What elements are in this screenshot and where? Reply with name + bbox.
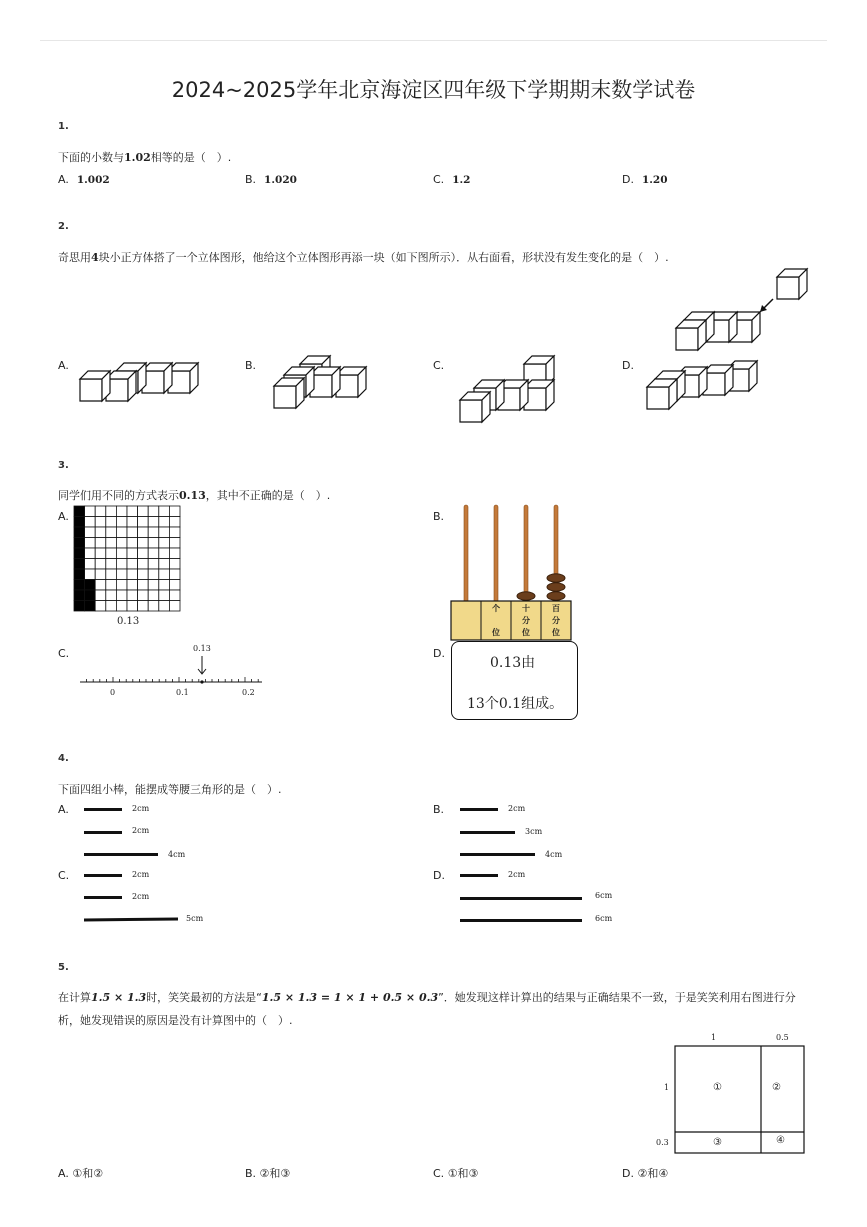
stick-length: 6cm (595, 914, 613, 923)
stick-length: 2cm (132, 826, 150, 835)
stem-expression: 1.5 × 1.3 (91, 991, 147, 1004)
numberline-tick-label: 0.2 (242, 688, 255, 697)
abacus-label-hundredths: 分 (552, 615, 560, 625)
card-line-2: 13个0.1组成。 (467, 696, 564, 712)
q4-option-d[interactable]: D. (433, 869, 445, 882)
grid-cell (148, 601, 159, 612)
grid-cell-shaded (74, 590, 85, 601)
stick-length: 5cm (186, 914, 204, 923)
grid-cell (169, 548, 180, 559)
figure-region-4: ④ (776, 1135, 785, 1146)
stem-text: 时，笑笑最初的方法是“ (146, 991, 262, 1004)
q3-option-c[interactable]: C. (58, 647, 70, 660)
grid-cell (138, 527, 149, 538)
grid-cell (138, 580, 149, 591)
grid-cell (138, 601, 149, 612)
q5-option-d[interactable] (622, 1165, 668, 1181)
grid-cell (127, 506, 138, 517)
grid-cell (148, 527, 159, 538)
numberline-tick-label: 0 (110, 688, 116, 697)
option-value: 1.002 (76, 174, 110, 186)
grid-cell (116, 548, 127, 559)
option-text: ①和② (72, 1167, 104, 1180)
grid-cell (95, 559, 106, 570)
stick (84, 853, 158, 856)
grid-cell (127, 517, 138, 528)
option-letter: D. (622, 173, 634, 186)
q2-option-d-figure[interactable] (643, 355, 763, 415)
grid-cell (138, 506, 149, 517)
figure-region-3: ③ (713, 1137, 722, 1148)
stem-text: 相等的是（ ）. (150, 151, 232, 164)
question-3-stem (58, 487, 330, 503)
option-value: 1.20 (641, 174, 668, 186)
option-text: ②和④ (637, 1167, 669, 1180)
stick (84, 831, 122, 834)
bead (547, 583, 565, 591)
grid-cell (148, 517, 159, 528)
grid-cell (95, 569, 106, 580)
grid-cell (169, 601, 180, 612)
option-text: ①和③ (447, 1167, 479, 1180)
grid-cell (116, 517, 127, 528)
option-value: 1.020 (264, 174, 297, 186)
q1-option-c[interactable] (433, 173, 470, 186)
grid-cell (127, 527, 138, 538)
q4-option-b[interactable]: B. (433, 803, 445, 816)
page-title: 2024~2025学年北京海淀区四年级下学期期末数学试卷 (171, 78, 696, 102)
stem-text: 在计算 (58, 991, 91, 1004)
grid-cell (159, 601, 170, 612)
question-4-stem: 下面四组小棒，能摆成等腰三角形的是（ ）. (58, 783, 282, 796)
grid-cell-shaded (74, 601, 85, 612)
grid-cell (127, 580, 138, 591)
q1-option-b[interactable] (245, 173, 297, 186)
figure-top-label: 0.5 (776, 1033, 789, 1042)
grid-cell (148, 538, 159, 549)
figure-top-label: 1 (711, 1033, 717, 1042)
grid-cell-shaded (74, 559, 85, 570)
grid-cell-shaded (85, 601, 96, 612)
grid-cell (138, 569, 149, 580)
grid-cell (148, 548, 159, 559)
q2-option-a[interactable]: A. (58, 359, 69, 372)
stick (460, 831, 515, 834)
q5-area-model-figure[interactable] (674, 1045, 806, 1155)
stem-text: ，其中不正确的是（ ）. (205, 489, 331, 502)
grid-cell (169, 569, 180, 580)
question-5-number: 5. (58, 962, 69, 973)
stick-length: 6cm (595, 891, 613, 900)
abacus-label-ones: 位 (492, 627, 500, 637)
bead (547, 592, 565, 600)
abacus-label-hundredths: 百 (552, 603, 560, 613)
grid-cell (138, 538, 149, 549)
option-letter: A. (58, 1167, 69, 1180)
stem-number: 1.02 (124, 151, 151, 164)
grid-cell (159, 506, 170, 517)
grid-cell (159, 538, 170, 549)
stick (460, 874, 498, 877)
abacus-label-ones: 个 (492, 603, 500, 613)
abacus-label-hundredths: 位 (552, 627, 560, 637)
grid-cell (116, 569, 127, 580)
q3-grid-label: 0.13 (117, 616, 140, 627)
grid-cell (95, 506, 106, 517)
grid-cell (169, 517, 180, 528)
option-letter: A. (58, 173, 69, 186)
numberline-arrow-label: 0.13 (193, 644, 211, 653)
stick (460, 897, 582, 900)
q4-option-c[interactable]: C. (58, 869, 70, 882)
grid-cell (85, 548, 96, 559)
grid-cell (116, 601, 127, 612)
grid-cell (159, 517, 170, 528)
grid-cell-shaded (74, 569, 85, 580)
bead (547, 574, 565, 582)
q3-option-d[interactable]: D. (433, 647, 445, 660)
option-letter: D. (622, 1167, 634, 1180)
grid-cell (116, 580, 127, 591)
stick-length: 2cm (508, 804, 526, 813)
grid-cell (127, 569, 138, 580)
numberline-tick-label: 0.1 (176, 688, 189, 697)
grid-cell (148, 590, 159, 601)
grid-cell (106, 559, 117, 570)
stick-length: 2cm (508, 870, 526, 879)
q3-option-b[interactable]: B. (433, 510, 445, 523)
abacus-label-tenths: 分 (522, 615, 530, 625)
header-divider (40, 40, 827, 41)
grid-cell (127, 548, 138, 559)
grid-cell (95, 538, 106, 549)
q4-option-a[interactable]: A. (58, 803, 69, 816)
stick (84, 896, 122, 899)
grid-cell (106, 527, 117, 538)
grid-cell (116, 559, 127, 570)
grid-cell (148, 506, 159, 517)
grid-cell (106, 506, 117, 517)
grid-cell (95, 580, 106, 591)
grid-cell-shaded (85, 590, 96, 601)
stick-length: 2cm (132, 804, 150, 813)
grid-cell (138, 590, 149, 601)
q2-option-c-figure[interactable] (456, 352, 571, 424)
grid-cell (159, 527, 170, 538)
grid-cell (106, 590, 117, 601)
option-letter: B. (245, 173, 257, 186)
bead (517, 592, 535, 600)
stick (84, 808, 122, 811)
question-5-stem (58, 989, 796, 1005)
grid-cell-shaded (74, 517, 85, 528)
stick-length: 4cm (168, 850, 186, 859)
grid-cell-shaded (74, 548, 85, 559)
grid-cell (85, 517, 96, 528)
grid-cell (116, 538, 127, 549)
grid-cell (148, 580, 159, 591)
grid-cell (106, 569, 117, 580)
grid-cell (127, 590, 138, 601)
option-value: 1.2 (452, 174, 471, 186)
card-line-1: 0.13由 (490, 655, 536, 671)
figure-left-label: 0.3 (656, 1138, 669, 1147)
grid-cell (127, 559, 138, 570)
question-2-number: 2. (58, 221, 69, 232)
grid-cell (95, 527, 106, 538)
grid-cell (106, 548, 117, 559)
stem-text: ”．她发现这样计算出的结果与正确结果不一致，于是笑笑利用右图进行分 (438, 991, 796, 1004)
q1-option-d[interactable] (622, 173, 668, 186)
grid-cell (95, 548, 106, 559)
grid-cell (169, 559, 180, 570)
question-5-stem-line-2: 析，她发现错误的原因是没有计算图中的（ ）. (58, 1014, 293, 1027)
q5-option-c[interactable] (433, 1165, 478, 1181)
option-letter: B. (245, 1167, 257, 1180)
stick-length: 2cm (132, 892, 150, 901)
grid-cell (148, 559, 159, 570)
grid-cell (169, 538, 180, 549)
stick (460, 853, 535, 856)
q5-option-a[interactable] (58, 1165, 103, 1181)
stick-length: 4cm (545, 850, 563, 859)
grid-cell (116, 590, 127, 601)
option-text: ②和③ (259, 1167, 291, 1180)
stem-text: 下面的小数与 (58, 151, 124, 164)
question-1-number: 1. (58, 121, 69, 132)
grid-cell (138, 517, 149, 528)
question-3-number: 3. (58, 460, 69, 471)
grid-cell (95, 601, 106, 612)
figure-region-1: ① (713, 1082, 722, 1093)
abacus-label-tenths: 十 (522, 603, 530, 613)
grid-cell (159, 569, 170, 580)
question-1-stem (58, 149, 231, 165)
grid-cell (85, 559, 96, 570)
stem-text: 块小正方体搭了一个立体图形，他给这个立体图形再添一块（如下图所示）．从右面看，形状没有发生变化的是（ ）. (98, 251, 669, 264)
q2-option-c[interactable]: C. (433, 359, 445, 372)
grid-cell (116, 506, 127, 517)
grid-cell (159, 590, 170, 601)
grid-cell (106, 517, 117, 528)
grid-cell (169, 527, 180, 538)
question-2-stem (58, 249, 669, 265)
grid-cell (159, 559, 170, 570)
stick-length: 3cm (525, 827, 543, 836)
grid-cell (148, 569, 159, 580)
grid-cell (169, 580, 180, 591)
grid-cell (106, 538, 117, 549)
stick-length: 2cm (132, 870, 150, 879)
stick (84, 918, 178, 922)
stem-text: 同学们用不同的方式表示 (58, 489, 179, 502)
grid-cell (127, 538, 138, 549)
grid-cell (127, 601, 138, 612)
q2-option-b-figure[interactable] (270, 352, 380, 412)
stem-number: 4 (91, 251, 99, 264)
grid-cell (169, 506, 180, 517)
grid-cell (85, 506, 96, 517)
grid-cell (138, 548, 149, 559)
q5-option-b[interactable] (245, 1165, 290, 1181)
grid-cell-shaded (85, 580, 96, 591)
q1-option-a[interactable] (58, 173, 110, 186)
stick (460, 919, 582, 922)
grid-cell (106, 580, 117, 591)
option-letter: C. (433, 1167, 445, 1180)
stem-number: 0.13 (179, 489, 206, 502)
grid-cell (159, 580, 170, 591)
grid-cell (95, 517, 106, 528)
grid-cell-shaded (74, 580, 85, 591)
grid-cell-shaded (74, 527, 85, 538)
q2-reference-cubes-figure (670, 265, 815, 355)
grid-cell (106, 601, 117, 612)
stick (84, 874, 122, 877)
question-4-number: 4. (58, 753, 69, 764)
grid-cell (85, 527, 96, 538)
option-letter: C. (433, 173, 445, 186)
q2-option-d[interactable]: D. (622, 359, 634, 372)
grid-cell (85, 569, 96, 580)
stem-text: 奇思用 (58, 251, 91, 264)
figure-region-2: ② (772, 1082, 781, 1093)
figure-left-label: 1 (664, 1083, 670, 1092)
stick (460, 808, 498, 811)
q2-option-b[interactable]: B. (245, 359, 257, 372)
grid-cell (138, 559, 149, 570)
grid-cell-shaded (74, 506, 85, 517)
q3-hundred-grid[interactable] (73, 505, 183, 613)
stem-equation: 1.5 × 1.3 = 1 × 1 + 0.5 × 0.3 (261, 991, 439, 1004)
q2-option-a-figure[interactable] (76, 355, 206, 410)
q3-option-a[interactable]: A. (58, 510, 69, 523)
grid-cell (169, 590, 180, 601)
grid-cell (85, 538, 96, 549)
grid-cell-shaded (74, 538, 85, 549)
grid-cell (159, 548, 170, 559)
grid-cell (116, 527, 127, 538)
abacus-label-tenths: 位 (522, 627, 530, 637)
grid-cell (95, 590, 106, 601)
